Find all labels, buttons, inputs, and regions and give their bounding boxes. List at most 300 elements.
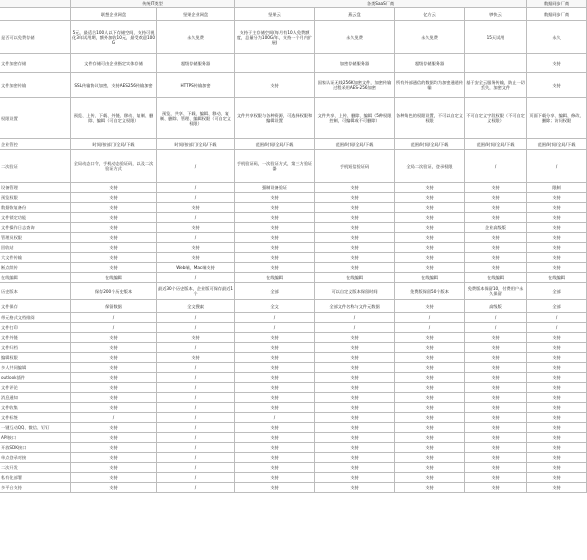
table-row: [0, 98, 587, 139]
table-cell: /: [527, 323, 587, 333]
table-cell: 支持: [527, 353, 587, 363]
row-label: 大文件传输: [0, 253, 71, 263]
table-cell: 支持: [157, 333, 235, 343]
row-label: 文件操作日志查询: [0, 223, 71, 233]
table-row: [0, 433, 587, 443]
table-cell: 最近30个历史版本，企业版可保存最近1个: [157, 283, 235, 300]
table-cell: 支持: [315, 383, 395, 393]
row-label: 断点续传: [0, 263, 71, 273]
row-label: 管理员权限: [0, 233, 71, 243]
table-cell: 支持: [71, 343, 157, 353]
table-cell: /: [235, 323, 315, 333]
table-cell: SSL传输协议加密，支持AES256传输加密: [71, 73, 157, 98]
table-cell: /: [157, 453, 235, 463]
table-cell: 国家认证无线256K加密文件，加密传输过程采用AES-256加密: [315, 73, 395, 98]
table-cell: 支持: [235, 383, 315, 393]
table-cell: 支持: [395, 423, 465, 433]
table-cell: 支持: [315, 413, 395, 423]
table-row: [0, 183, 587, 193]
row-label: 是否可以免费存储: [0, 21, 71, 54]
row-label: 历史版本: [0, 283, 71, 300]
table-row: [0, 353, 587, 363]
table-cell: /: [527, 313, 587, 323]
table-cell: 手机短信验证码: [315, 150, 395, 183]
corner-cell: [0, 8, 71, 21]
row-label: 消息通知: [0, 393, 71, 403]
table-cell: 支持: [157, 243, 235, 253]
vendor-header: 坚果企业网盘: [157, 8, 235, 21]
table-row: [0, 313, 587, 323]
table-cell: 支持: [465, 233, 527, 243]
table-cell: 支持: [395, 383, 465, 393]
table-cell: 支持: [395, 193, 465, 203]
table-cell: 支持: [157, 223, 235, 233]
table-cell: 支持: [315, 363, 395, 373]
table-cell: 支持: [71, 373, 157, 383]
table-row: [0, 139, 587, 150]
row-label: 文件打印: [0, 323, 71, 333]
table-cell: 支持: [235, 393, 315, 403]
table-cell: 免费版保留50个版本: [395, 283, 465, 300]
table-cell: /: [157, 473, 235, 483]
group-header: 各类SaaS厂商: [235, 0, 527, 8]
table-cell: 支持: [315, 333, 395, 343]
table-cell: 支持: [527, 473, 587, 483]
table-cell: /: [527, 150, 587, 183]
table-cell: 支持: [315, 243, 395, 253]
table-cell: 全部: [235, 283, 315, 300]
group-header: 数据同步厂商: [527, 0, 587, 8]
table-cell: 支持: [395, 403, 465, 413]
table-cell: 支持: [235, 263, 315, 273]
row-label: 在线编辑: [0, 273, 71, 283]
table-cell: 支持: [395, 463, 465, 473]
table-cell: 支持: [235, 233, 315, 243]
row-label: 预览权限: [0, 193, 71, 203]
table-cell: 不可自定义字段权限（不可自定义权限）: [465, 98, 527, 139]
table-cell: /: [157, 150, 235, 183]
table-cell: 支持: [527, 453, 587, 463]
table-cell: 支持: [465, 333, 527, 343]
table-cell: 在线编辑: [315, 273, 395, 283]
table-cell: 超级存储服务器: [395, 54, 465, 73]
table-cell: 支持: [527, 413, 587, 423]
row-label: 多平台支持: [0, 483, 71, 493]
table-cell: 各种角色的权限设置，不可以自定义权限: [395, 98, 465, 139]
table-cell: 支持: [395, 203, 465, 213]
table-cell: 支持: [235, 223, 315, 233]
table-cell: 支持: [395, 223, 465, 233]
table-cell: 支持: [465, 453, 527, 463]
table-cell: 支持: [527, 193, 587, 203]
table-cell: /: [235, 413, 315, 423]
table-cell: 页面下载分享、编辑、修改、删除；访问权限: [527, 98, 587, 139]
row-label: 二次验证: [0, 150, 71, 183]
table-cell: 支持: [395, 183, 465, 193]
table-row: [0, 300, 587, 313]
table-cell: 支持: [315, 393, 395, 403]
table-cell: 支持: [315, 203, 395, 213]
row-label: 文件标签: [0, 413, 71, 423]
table-cell: 支持: [465, 393, 527, 403]
row-label: 权限设置: [0, 98, 71, 139]
table-cell: 支持: [395, 353, 465, 363]
table-cell: 支持: [235, 343, 315, 353]
table-cell: 手机验证码，一次验证方式，第三方验证器: [235, 150, 315, 183]
table-cell: 支持: [315, 463, 395, 473]
table-cell: 文件共享、上传、删除、编辑（5种权限控制，可编辑或不可删除）: [315, 98, 395, 139]
table-cell: 支持: [235, 423, 315, 433]
table-cell: 支持: [235, 363, 315, 373]
table-cell: 全部: [527, 300, 587, 313]
table-cell: 支持: [157, 353, 235, 363]
table-cell: 预览、共享、下载、编辑、移动、复制、删除、管理、编辑权限（可自定义权限）: [157, 98, 235, 139]
table-cell: 所有外部通信的数据均为加密通道传输: [395, 73, 465, 98]
table-cell: /: [71, 323, 157, 333]
table-cell: /: [235, 313, 315, 323]
table-cell: 支持: [395, 443, 465, 453]
table-cell: 支持: [465, 203, 527, 213]
table-cell: 支持: [235, 253, 315, 263]
table-cell: 支持: [465, 353, 527, 363]
row-label: 文件锁定功能: [0, 213, 71, 223]
table-cell: /: [157, 433, 235, 443]
table-cell: 支持: [71, 443, 157, 453]
table-cell: 支持: [395, 263, 465, 273]
table-cell: 文件存储可由企业指定实体存储: [71, 54, 157, 73]
table-row: [0, 243, 587, 253]
table-cell: /: [157, 313, 235, 323]
table-cell: 支持: [71, 473, 157, 483]
row-label: 文件评论: [0, 383, 71, 393]
table-cell: 支持: [465, 403, 527, 413]
table-row: [0, 343, 587, 353]
table-cell: 支持: [395, 233, 465, 243]
table-cell: 全文: [235, 300, 315, 313]
table-cell: 支持: [315, 223, 395, 233]
table-cell: 支持: [465, 413, 527, 423]
table-cell: 支持: [395, 343, 465, 353]
table-cell: 基于安全云服务传输，防止一切丢失，加密文件: [465, 73, 527, 98]
table-cell: /: [157, 483, 235, 493]
table-cell: 永久免费: [157, 21, 235, 54]
table-cell: 支持: [315, 473, 395, 483]
table-row: [0, 193, 587, 203]
table-cell: 支持: [465, 253, 527, 263]
table-cell: 支持: [71, 213, 157, 223]
table-cell: 支持: [71, 453, 157, 463]
table-cell: 企业高级版: [465, 223, 527, 233]
table-cell: 支持: [465, 423, 527, 433]
table-cell: 支持: [71, 193, 157, 203]
table-cell: 支持: [527, 223, 587, 233]
vendor-header: 数据同步厂商: [527, 8, 587, 21]
table-cell: 支持: [315, 353, 395, 363]
vendor-header-row: [0, 8, 587, 21]
table-cell: 支持: [527, 403, 587, 413]
table-cell: 支持: [235, 353, 315, 363]
table-row: [0, 203, 587, 213]
row-label: 文件归档: [0, 343, 71, 353]
table-cell: /: [157, 423, 235, 433]
table-cell: 支持: [71, 463, 157, 473]
table-cell: /: [157, 443, 235, 453]
table-row: [0, 54, 587, 73]
table-row: [0, 393, 587, 403]
row-label: 一键互动QQ、微信、钉钉: [0, 423, 71, 433]
table-cell: 支持: [315, 183, 395, 193]
table-cell: 支持: [465, 213, 527, 223]
table-row: [0, 413, 587, 423]
table-cell: /: [395, 323, 465, 333]
table-cell: 支持: [527, 423, 587, 433]
table-cell: /: [157, 383, 235, 393]
table-cell: 加密存储服务器: [315, 54, 395, 73]
table-cell: 全局动态口令，手机动态验证码，以及二次验证方式: [71, 150, 157, 183]
table-cell: 范围/时间/全局/下载: [315, 139, 395, 150]
table-cell: 高级版: [465, 300, 527, 313]
row-label: 回收站: [0, 243, 71, 253]
table-cell: /: [157, 393, 235, 403]
table-cell: 支持: [71, 253, 157, 263]
table-cell: /: [157, 463, 235, 473]
table-cell: /: [157, 323, 235, 333]
table-cell: 支持: [465, 473, 527, 483]
table-cell: 支持: [71, 363, 157, 373]
table-row: [0, 383, 587, 393]
table-cell: 范围/时间/全局/下载: [465, 139, 527, 150]
table-cell: [465, 54, 527, 73]
table-cell: /: [315, 313, 395, 323]
table-row: [0, 453, 587, 463]
table-cell: /: [315, 323, 395, 333]
table-cell: /: [157, 213, 235, 223]
table-cell: 支持: [527, 383, 587, 393]
table-row: [0, 150, 587, 183]
row-label: 文件保存: [0, 300, 71, 313]
table-cell: 支持: [527, 253, 587, 263]
row-label: 文件加密传输: [0, 73, 71, 98]
row-label: API接口: [0, 433, 71, 443]
table-cell: 支持: [395, 363, 465, 373]
table-cell: 支持: [527, 263, 587, 273]
table-cell: 支持: [527, 213, 587, 223]
vendor-header: 坚果云: [235, 8, 315, 21]
table-cell: 范围/时间/全局/下载: [527, 139, 587, 150]
table-cell: /: [157, 273, 235, 283]
table-cell: 支持: [71, 483, 157, 493]
table-cell: /: [157, 193, 235, 203]
table-row: [0, 403, 587, 413]
table-cell: 支持: [527, 333, 587, 343]
row-label: 单点登录对接: [0, 453, 71, 463]
table-cell: 15天试用: [465, 21, 527, 54]
table-cell: 支持: [315, 193, 395, 203]
table-cell: 支持: [315, 253, 395, 263]
table-cell: 支持: [71, 353, 157, 363]
table-cell: 支持: [71, 223, 157, 233]
table-cell: 范围/时间/全局/下载: [395, 139, 465, 150]
table-cell: 永久: [527, 21, 587, 54]
table-cell: /: [157, 363, 235, 373]
table-cell: 支持: [465, 243, 527, 253]
table-cell: 支持: [527, 483, 587, 493]
table-row: [0, 213, 587, 223]
table-cell: 支持: [315, 373, 395, 383]
table-cell: 支持: [527, 203, 587, 213]
table-cell: 支持: [465, 483, 527, 493]
table-cell: 支持: [235, 333, 315, 343]
table-cell: 支持: [465, 263, 527, 273]
table-cell: 时间/按部门/全局/下载: [71, 139, 157, 150]
table-row: [0, 283, 587, 300]
table-cell: /: [395, 313, 465, 323]
table-cell: 可以自定义版本保留时间: [315, 283, 395, 300]
table-cell: /: [157, 373, 235, 383]
table-cell: 支持: [395, 243, 465, 253]
table-cell: 全部文件名称与文件元数据: [315, 300, 395, 313]
table-cell: 支持: [71, 423, 157, 433]
table-row: [0, 273, 587, 283]
table-cell: 永久免费: [395, 21, 465, 54]
table-row: [0, 253, 587, 263]
group-header-row: [0, 0, 587, 8]
table-cell: 支持: [527, 363, 587, 373]
table-cell: 支持: [71, 393, 157, 403]
row-label: outlook插件: [0, 373, 71, 383]
table-cell: 支持: [71, 263, 157, 273]
row-label: 编辑权限: [0, 353, 71, 363]
table-cell: 5元，最适合100人以下存储空间，支持可视化3年试用期，额外加收10元，最受欢迎100G: [71, 21, 157, 54]
table-cell: 预览、上传、下载、外链、移动、复制、删除、编辑（可自定义权限）: [71, 98, 157, 139]
table-cell: 支持: [315, 343, 395, 353]
vendor-header: 联想企业网盘: [71, 8, 157, 21]
table-cell: 支持: [235, 203, 315, 213]
table-cell: 支持: [395, 483, 465, 493]
table-cell: 支持: [235, 403, 315, 413]
table-cell: 支持: [235, 213, 315, 223]
row-label: 文件加密存储: [0, 54, 71, 73]
table-cell: 支持: [235, 193, 315, 203]
table-row: [0, 463, 587, 473]
table-cell: 支持: [157, 203, 235, 213]
table-cell: /: [157, 343, 235, 353]
table-cell: 全局二次验证，登录权限: [395, 150, 465, 183]
table-cell: 时间/按部门/全局/下载: [157, 139, 235, 150]
table-cell: 支持: [315, 233, 395, 243]
table-cell: 在线编辑: [235, 273, 315, 283]
table-cell: 支持: [71, 183, 157, 193]
table-row: [0, 333, 587, 343]
table-cell: /: [465, 313, 527, 323]
table-cell: 支持: [465, 193, 527, 203]
table-cell: [235, 54, 315, 73]
table-cell: 支持: [527, 443, 587, 453]
table-row: [0, 73, 587, 98]
table-cell: /: [157, 233, 235, 243]
table-cell: 在线编辑: [395, 273, 465, 283]
table-cell: 支持: [315, 403, 395, 413]
table-cell: 支持: [465, 463, 527, 473]
corner-cell: [0, 0, 71, 8]
table-cell: 强制设备验证: [235, 183, 315, 193]
table-cell: 支持: [527, 373, 587, 383]
table-cell: 超级存储服务器: [157, 54, 235, 73]
table-cell: 支持: [235, 73, 315, 98]
table-cell: /: [157, 183, 235, 193]
table-cell: 支持: [395, 473, 465, 483]
table-cell: 永久免费: [315, 21, 395, 54]
table-cell: 支持: [235, 453, 315, 463]
row-label: 二次开发: [0, 463, 71, 473]
table-cell: /: [465, 150, 527, 183]
table-cell: 支持: [527, 233, 587, 243]
table-cell: 范围/时间/全局/下载: [235, 139, 315, 150]
table-cell: 支持: [395, 373, 465, 383]
table-cell: /: [157, 403, 235, 413]
table-cell: /: [465, 323, 527, 333]
table-cell: 在线编辑: [527, 273, 587, 283]
table-cell: /: [71, 413, 157, 423]
table-cell: 支持: [465, 433, 527, 443]
table-cell: 支持: [315, 443, 395, 453]
table-cell: 支持: [465, 183, 527, 193]
table-cell: 在线编辑: [465, 273, 527, 283]
table-cell: 支持: [527, 393, 587, 403]
table-cell: 支持: [235, 483, 315, 493]
table-row: [0, 423, 587, 433]
vendor-header: 燕云盘: [315, 8, 395, 21]
table-cell: 支持: [235, 373, 315, 383]
table-cell: 支持: [395, 300, 465, 313]
table-cell: 支持: [315, 213, 395, 223]
table-cell: 全文搜索: [157, 300, 235, 313]
table-cell: 支持: [315, 483, 395, 493]
table-cell: 支持: [527, 54, 587, 73]
table-cell: 支持: [395, 253, 465, 263]
table-row: [0, 363, 587, 373]
table-row: [0, 373, 587, 383]
table-cell: 保留数据: [71, 300, 157, 313]
table-cell: 支持: [71, 233, 157, 243]
table-cell: 支持: [71, 203, 157, 213]
table-cell: 在线编辑: [71, 273, 157, 283]
table-cell: 支持: [71, 433, 157, 443]
row-label: 私有化部署: [0, 473, 71, 483]
table-cell: /: [157, 413, 235, 423]
table-cell: 全部: [527, 283, 587, 300]
table-row: [0, 233, 587, 243]
table-row: [0, 483, 587, 493]
row-label: 开放SDK接口: [0, 443, 71, 453]
table-cell: 支持: [235, 463, 315, 473]
table-cell: 支持: [395, 213, 465, 223]
table-cell: 支持: [395, 433, 465, 443]
table-cell: 支持: [71, 333, 157, 343]
table-cell: Web端，Mac端支持: [157, 263, 235, 273]
table-cell: 支持: [465, 373, 527, 383]
table-cell: 支持于主存储空间(每月有10人免费额度，总量分为100G/年，支持一个月内扩展): [235, 21, 315, 54]
group-header: 传统IT类型: [71, 0, 235, 8]
table-cell: 支持: [527, 433, 587, 443]
table-cell: 支持: [315, 423, 395, 433]
row-label: 设备管理: [0, 183, 71, 193]
table-cell: 支持: [315, 453, 395, 463]
row-label: 多人共同编辑: [0, 363, 71, 373]
table-row: [0, 21, 587, 54]
table-cell: 支持: [527, 73, 587, 98]
table-cell: 支持: [527, 243, 587, 253]
